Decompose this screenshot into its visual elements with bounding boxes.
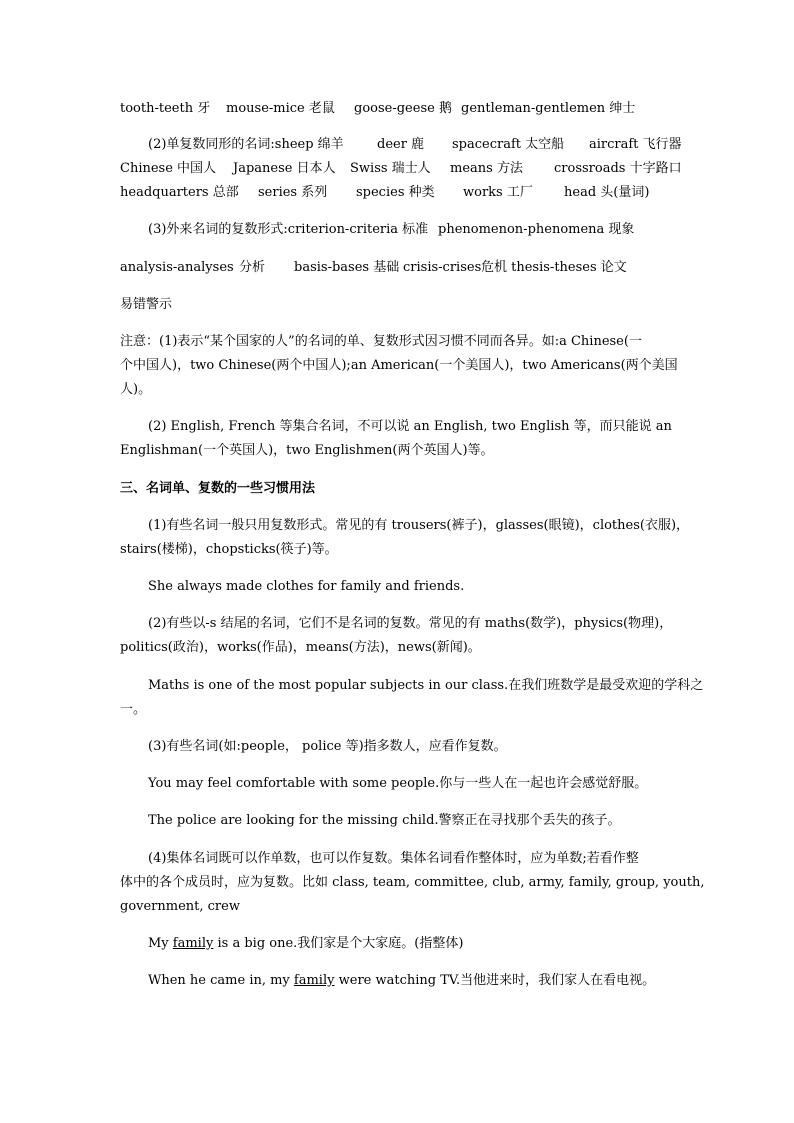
- noun-item: head 头(量词): [564, 185, 650, 200]
- note-1-line: 个中国人)，two Chinese(两个中国人);an American(一个美国人)，two Americans(两个美国: [120, 358, 678, 373]
- noun-item: 分析: [239, 260, 266, 275]
- plural-item: mouse-mice 老鼠: [226, 101, 335, 116]
- noun-item: Swiss 瑞士人: [350, 161, 431, 176]
- paragraph-1-line: (1)有些名词一般只用复数形式。常见的有 trousers(裤子)，glasses(眼镜)，clothes(衣服)，: [148, 518, 690, 533]
- noun-item: works 工厂: [463, 185, 533, 200]
- example-sentence: She always made clothes for family and friends.: [148, 579, 465, 594]
- plural-item: gentleman-gentlemen 绅士: [461, 101, 636, 116]
- example-text: My: [148, 936, 173, 951]
- warning-title: 易错警示: [120, 297, 173, 312]
- paragraph-4-line: government, crew: [120, 899, 240, 914]
- section-3-heading: 三、名词单、复数的一些习惯用法: [120, 481, 316, 496]
- example-text: were watching TV.当他进来时，我们家人在看电视。: [334, 973, 656, 988]
- example-sentence: 一。: [120, 702, 147, 717]
- note-2-line: (2) English, French 等集合名词，不可以说 an English, two English 等，而只能说 an: [148, 419, 672, 434]
- noun-item: aircraft 飞行器: [589, 137, 682, 152]
- noun-item: species 种类: [356, 185, 435, 200]
- noun-item: crisis-crises: [403, 260, 482, 275]
- noun-item: basis-bases 基础: [294, 260, 400, 275]
- foreign-intro: (3)外来名词的复数形式:criterion-criteria 标准: [148, 222, 429, 237]
- paragraph-3-line: (3)有些名词(如:people， police 等)指多数人，应看作复数。: [148, 739, 507, 754]
- example-sentence: You may feel comfortable with some people.你与一些人在一起也许会感觉舒服。: [148, 776, 648, 791]
- noun-item: analysis-analyses: [120, 260, 234, 275]
- paragraph-4-line: (4)集体名词既可以作单数，也可以作复数。集体名词看作整体时，应为单数;若看作整: [148, 851, 639, 866]
- noun-item: headquarters 总部: [120, 185, 239, 200]
- underlined-word: family: [172, 936, 214, 951]
- underlined-word: family: [293, 973, 335, 988]
- noun-item: Chinese 中国人: [120, 161, 217, 176]
- note-1-line: 注意：(1)表示“某个国家的人”的名词的单、复数形式因习惯不同而各异。如:a Chinese(一: [120, 334, 642, 349]
- paragraph-2-line: politics(政治)，works(作品)，means(方法)，news(新闻)。: [120, 640, 481, 655]
- example-sentence: Maths is one of the most popular subjects in our class.在我们班数学是最受欢迎的学科之: [148, 678, 704, 693]
- noun-item: series 系列: [258, 185, 328, 200]
- noun-item: means 方法: [450, 161, 523, 176]
- plural-item: tooth-teeth 牙: [120, 101, 211, 116]
- example-sentence: The police are looking for the missing child.警察正在寻找那个丢失的孩子。: [148, 813, 621, 828]
- noun-item: crossroads 十字路口: [554, 161, 682, 176]
- noun-item: Japanese 日本人: [233, 161, 336, 176]
- noun-item: phenomenon-phenomena 现象: [438, 222, 635, 237]
- same-form-intro: (2)单复数同形的名词:sheep 绵羊: [148, 137, 344, 152]
- noun-item: deer 鹿: [377, 137, 425, 152]
- paragraph-4-line: 体中的各个成员时，应为复数。比如 class, team, committee, club, army, family, group, youth,: [120, 875, 705, 890]
- paragraph-2-line: (2)有些以-s 结尾的名词，它们不是名词的复数。常见的有 maths(数学)，physics(物理)，: [148, 616, 673, 631]
- example-sentence: [148, 936, 463, 952]
- paragraph-1-line: stairs(楼梯)，chopsticks(筷子)等。: [120, 542, 338, 557]
- note-1-line: 人)。: [120, 382, 152, 397]
- noun-item: spacecraft 太空船: [452, 137, 565, 152]
- note-2-line: Englishman(一个英国人)，two Englishmen(两个英国人)等。: [120, 443, 494, 458]
- example-sentence: [148, 973, 655, 989]
- plural-item: goose-geese 鹅: [354, 101, 452, 116]
- example-text: is a big one.我们家是个大家庭。(指整体): [213, 936, 464, 951]
- example-text: When he came in, my: [148, 973, 294, 988]
- noun-item: 危机 thesis-theses 论文: [481, 260, 627, 275]
